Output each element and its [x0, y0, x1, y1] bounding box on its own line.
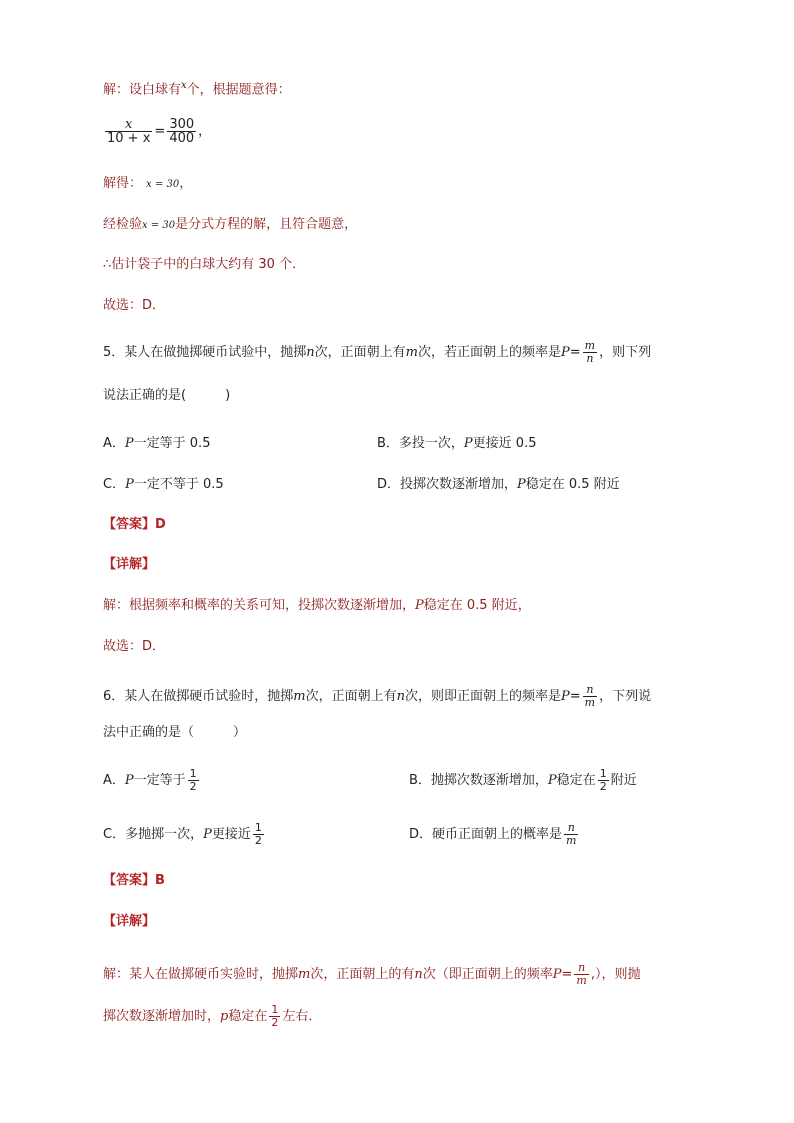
q5-option-d: D．投掷次数逐渐增加，P稳定在 0.5 附近 — [377, 477, 620, 492]
q6-explanation-line2: 掷次数逐渐增加时，p稳定在 $\frac{1}{2}$ 左右． — [103, 1003, 322, 1029]
q5-stem-line2: 说法正确的是( ) — [103, 388, 231, 403]
q5-option-c: C．P一定不等于 0.5 — [103, 477, 224, 492]
q5-option-a: A．P一定等于 0.5 — [103, 436, 211, 451]
p4-equation: $\frac{x}{10 + x}$ = $\frac{300}{400}$ ， — [107, 117, 212, 146]
q6-stem-line1: 6．某人在做掷硬币试验时，抛掷m次，正面朝上有n次，则即正面朝上的频率是P= $\frac{n}{m}$ ，下列说 — [103, 683, 652, 709]
q6-option-b-half: $\frac{1}{2}$ — [599, 767, 607, 793]
q5-detail-heading: 【详解】 — [103, 557, 156, 572]
q6-explanation-fraction: $\frac{n}{m}$ — [576, 961, 587, 987]
q5-explanation: 解：根据频率和概率的关系可知，投掷次数逐渐增加，P稳定在 0.5 附近， — [103, 598, 531, 613]
q6-option-a: A．P一定等于 $\frac{1}{2}$ — [103, 767, 197, 793]
p4-fraction-right: $\frac{300}{400}$ — [169, 117, 195, 146]
q6-option-c: C．多抛掷一次，P更接近 $\frac{1}{2}$ — [103, 821, 262, 847]
p4-choose: 故选：D． — [103, 298, 166, 313]
q6-detail-heading: 【详解】 — [103, 914, 156, 929]
q5-option-b: B．多投一次，P更接近 0.5 — [377, 436, 537, 451]
q6-explanation-line1: 解：某人在做掷硬币实验时，抛掷m次，正面朝上的有n次（即正面朝上的频率P= $\frac{n}{m}$ ,），则抛 — [103, 961, 641, 987]
q6-stem-line2: 法中正确的是（ ） — [103, 725, 247, 740]
q6-option-a-half: $\frac{1}{2}$ — [189, 767, 197, 793]
q6-answer: 【答案】B — [103, 873, 165, 888]
q5-stem-line1: 5．某人在做抛掷硬币试验中，抛掷n次，正面朝上有m次，若正面朝上的频率是P= $\frac{m}{n}$ ，则下列 — [103, 339, 652, 365]
p4-estimate: ∴估计袋子中的白球大约有 30 个． — [103, 257, 306, 272]
q6-explanation-half: $\frac{1}{2}$ — [271, 1003, 279, 1029]
q6-option-c-half: $\frac{1}{2}$ — [254, 821, 262, 847]
q6-option-d-fraction: $\frac{n}{m}$ — [566, 821, 577, 847]
q5-choose: 故选：D． — [103, 639, 166, 654]
q6-option-b: B．抛掷次数逐渐增加，P稳定在 $\frac{1}{2}$ 附近 — [409, 767, 637, 793]
q6-option-d: D．硬币正面朝上的概率是 $\frac{n}{m}$ — [409, 821, 577, 847]
p4-check: 经检验x = 30是分式方程的解，且符合题意， — [103, 217, 358, 232]
q5-answer: 【答案】D — [103, 517, 166, 532]
p4-solved: 解得： x = 30， — [103, 176, 193, 191]
p4-solution-intro: 解：设白球有$^x$个，根据题意得： — [103, 80, 291, 98]
p4-fraction-left: $\frac{x}{10 + x}$ — [107, 117, 151, 146]
q6-frequency-fraction: $\frac{n}{m}$ — [584, 683, 596, 709]
q5-frequency-fraction: $\frac{m}{n}$ — [584, 339, 596, 365]
